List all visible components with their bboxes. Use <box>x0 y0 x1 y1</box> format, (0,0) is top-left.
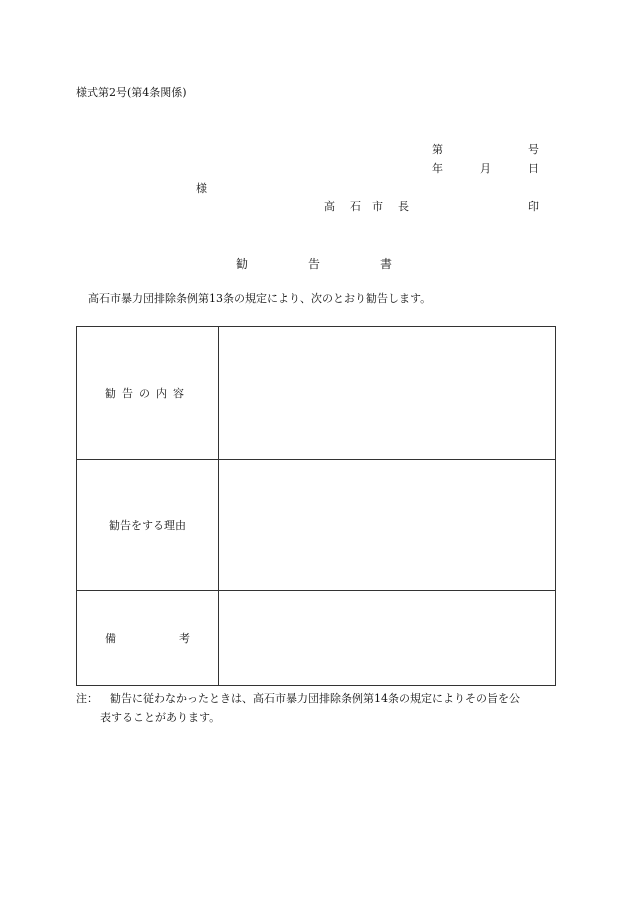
date-day-label: 日 <box>528 162 539 175</box>
addressee-honorific: 様 <box>196 182 207 195</box>
form-number-label: 様式第2号(第4条関係) <box>76 86 187 99</box>
note-line-2: 表することがあります。 <box>100 711 221 724</box>
mayor-title-char: 市 <box>372 200 383 213</box>
table-row <box>77 460 556 591</box>
note-prefix: 注： <box>76 692 98 705</box>
mayor-title-char: 長 <box>398 200 409 213</box>
table-row <box>77 327 556 460</box>
value-remarks <box>219 591 556 686</box>
table-row <box>77 591 556 686</box>
recommendation-table <box>76 326 556 686</box>
seal-mark: 印 <box>528 200 539 213</box>
label-recommendation-reason: 勧告をする理由 <box>77 460 219 591</box>
mayor-title-char: 石 <box>350 200 361 213</box>
document-title-char: 書 <box>380 257 393 271</box>
document-number-prefix: 第 <box>432 143 443 156</box>
note-line-1 <box>76 690 520 706</box>
document-number-suffix: 号 <box>528 143 539 156</box>
label-remarks-char: 備 <box>105 632 116 645</box>
mayor-title-char: 高 <box>324 200 335 213</box>
label-remarks <box>77 591 219 686</box>
label-recommendation-content: 勧告の内容 <box>77 327 219 460</box>
document-title-char: 告 <box>308 257 321 271</box>
date-year-label: 年 <box>432 162 443 175</box>
date-month-label: 月 <box>480 162 491 175</box>
value-recommendation-reason <box>219 460 556 591</box>
note-text-1: 勧告に従わなかったときは、高石市暴力団排除条例第14条の規定によりその旨を公 <box>110 692 520 705</box>
intro-statement: 高石市暴力団排除条例第13条の規定により、次のとおり勧告します。 <box>88 292 432 305</box>
document-title-char: 勧 <box>236 257 249 271</box>
value-recommendation-content <box>219 327 556 460</box>
label-remarks-char: 考 <box>179 632 190 645</box>
